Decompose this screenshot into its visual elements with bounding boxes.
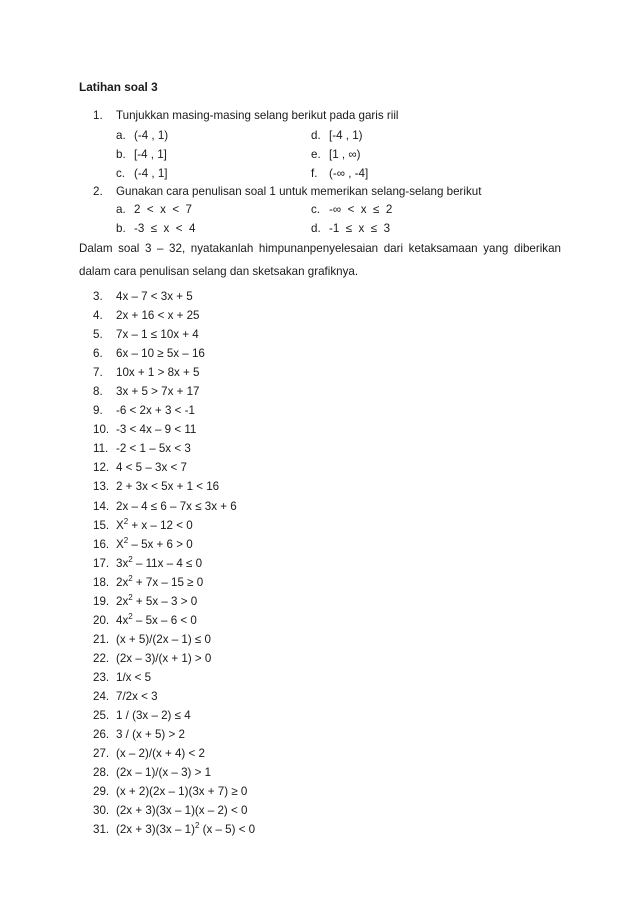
problem-expression: -2 < 1 – 5x < 3 — [116, 442, 191, 456]
problem-expression: (2x – 3)/(x + 1) > 0 — [116, 651, 212, 665]
problem-number: 21. — [93, 632, 110, 646]
item-left — [116, 222, 195, 235]
problem-item — [93, 516, 255, 538]
question-text: Gunakan cara penulisan soal 1 untuk memerikan selang-selang berikut — [116, 185, 482, 198]
problem-item — [93, 500, 255, 519]
problem-number: 8. — [93, 385, 103, 399]
problem-item — [93, 823, 255, 842]
problem-expression-tail: (x – 5) < 0 — [199, 823, 256, 837]
problem-expression: (2x – 1)/(x – 3) > 1 — [116, 766, 212, 780]
item-label: b. — [116, 222, 126, 235]
problem-expression-tail: – 5x – 6 < 0 — [132, 613, 197, 627]
item-label: c. — [311, 203, 321, 216]
problem-item — [93, 611, 255, 633]
item-label: a. — [116, 203, 126, 216]
item-value: [-4 , 1] — [134, 148, 167, 161]
item-left — [116, 203, 192, 216]
problem-item — [93, 728, 255, 747]
problem-item — [93, 652, 255, 671]
problem-item — [93, 442, 255, 461]
problem-item — [93, 573, 255, 595]
problem-expression: 1 / (3x – 2) ≤ 4 — [116, 709, 191, 723]
problem-number: 6. — [93, 347, 103, 361]
problem-expression: 6x – 10 ≥ 5x – 16 — [116, 347, 205, 361]
problem-item — [93, 804, 255, 823]
problem-expression-tail: + 7x – 15 ≥ 0 — [132, 575, 204, 589]
item-right — [311, 222, 390, 235]
problem-item — [93, 633, 255, 652]
problem-number: 5. — [93, 328, 103, 342]
problem-number: 28. — [93, 766, 110, 780]
problem-expression: 4x — [116, 613, 129, 627]
exponent: 2 — [123, 516, 129, 526]
problem-item — [93, 592, 255, 614]
item-left — [116, 148, 167, 161]
item-value: -3 ≤ x < 4 — [134, 222, 196, 235]
problem-number: 22. — [93, 651, 110, 665]
problem-item — [93, 535, 255, 557]
problem-expression: X — [116, 518, 124, 532]
problem-number: 24. — [93, 689, 110, 703]
problem-expression: 3 / (x + 5) > 2 — [116, 728, 185, 742]
item-left — [116, 129, 168, 142]
item-label: b. — [116, 148, 126, 161]
problem-number: 15. — [93, 518, 110, 532]
problem-expression: 7/2x < 3 — [116, 689, 158, 703]
problem-number: 9. — [93, 404, 103, 418]
problem-expression: 2x + 16 < x + 25 — [116, 309, 200, 323]
problem-expression: X — [116, 537, 124, 551]
problem-expression: 2x – 4 ≤ 6 – 7x ≤ 3x + 6 — [116, 499, 237, 513]
problem-number: 12. — [93, 461, 110, 475]
problem-item — [93, 480, 255, 499]
item-right — [311, 203, 392, 216]
problem-expression: 10x + 1 > 8x + 5 — [116, 366, 200, 380]
question-number: 2. — [93, 185, 103, 198]
problem-item — [93, 766, 255, 785]
problem-item — [93, 404, 255, 423]
item-label: d. — [311, 129, 321, 142]
problem-expression: (2x + 3)(3x – 1) — [116, 823, 195, 837]
problem-number: 23. — [93, 670, 110, 684]
item-value: [1 , ∞) — [329, 148, 361, 161]
problem-number: 7. — [93, 366, 103, 380]
problem-item — [93, 709, 255, 728]
problem-expression-tail: – 11x – 4 ≤ 0 — [132, 556, 203, 570]
exercise-title: Latihan soal 3 — [79, 80, 158, 94]
problem-number: 30. — [93, 804, 110, 818]
problem-expression: (x + 5)/(2x – 1) ≤ 0 — [116, 632, 211, 646]
problem-expression-tail: + x – 12 < 0 — [128, 518, 193, 532]
exponent: 2 — [128, 573, 133, 583]
problem-expression: -6 < 2x + 3 < -1 — [116, 404, 195, 418]
problem-list — [93, 290, 255, 842]
exponent: 2 — [128, 592, 133, 602]
problem-item — [93, 785, 255, 804]
problem-number: 31. — [93, 823, 110, 837]
problem-number: 29. — [93, 785, 110, 799]
problem-item — [93, 366, 255, 385]
problem-item — [93, 461, 255, 480]
problem-expression: 2 + 3x < 5x + 1 < 16 — [116, 480, 220, 494]
problem-number: 26. — [93, 728, 110, 742]
problem-number: 17. — [93, 556, 110, 570]
item-label: c. — [116, 167, 126, 180]
item-value: (-∞ , -4] — [329, 167, 369, 180]
item-right — [311, 167, 368, 180]
problem-number: 13. — [93, 480, 110, 494]
problem-expression: 2x — [116, 575, 129, 589]
problem-expression: 3x — [116, 556, 129, 570]
problem-number: 20. — [93, 613, 110, 627]
problem-expression: (2x + 3)(3x – 1)(x – 2) < 0 — [116, 804, 248, 818]
exponent: 2 — [123, 535, 129, 545]
exponent: 2 — [194, 821, 200, 831]
item-label: f. — [311, 167, 318, 180]
problem-number: 25. — [93, 709, 110, 723]
problem-expression: (x – 2)/(x + 4) < 2 — [116, 747, 205, 761]
problem-item — [93, 347, 255, 366]
problem-item — [93, 423, 255, 442]
instruction-paragraph: Dalam soal 3 – 32, nyatakanlah himpunanpenyelesaian dari ketaksamaan yang diberikan dalam cara penulisan selang dan sketsakan grafiknya. — [79, 242, 561, 278]
item-value: (-4 , 1] — [134, 167, 168, 180]
problem-expression-tail: – 5x + 6 > 0 — [128, 537, 193, 551]
problem-expression: 4 < 5 – 3x < 7 — [116, 461, 187, 475]
problem-expression: 3x + 5 > 7x + 17 — [116, 385, 200, 399]
problem-expression: -3 < 4x – 9 < 11 — [116, 423, 197, 437]
item-value: -1 ≤ x ≤ 3 — [329, 222, 391, 235]
problem-expression: (x + 2)(2x – 1)(3x + 7) ≥ 0 — [116, 785, 248, 799]
item-label: e. — [311, 148, 321, 161]
problem-item — [93, 309, 255, 328]
item-right — [311, 129, 363, 142]
problem-number: 10. — [93, 423, 110, 437]
item-value: -∞ < x ≤ 2 — [329, 203, 393, 216]
question-number: 1. — [93, 109, 103, 122]
problem-item — [93, 671, 255, 690]
problem-number: 27. — [93, 747, 110, 761]
problem-expression: 1/x < 5 — [116, 670, 152, 684]
problem-item — [93, 328, 255, 347]
problem-number: 19. — [93, 594, 110, 608]
item-value: [-4 , 1) — [329, 129, 363, 142]
problem-item — [93, 747, 255, 766]
problem-expression: 2x — [116, 594, 129, 608]
problem-number: 4. — [93, 309, 103, 323]
item-value: (-4 , 1) — [134, 129, 169, 142]
question-text: Tunjukkan masing-masing selang berikut pada garis riil — [116, 109, 399, 122]
problem-number: 16. — [93, 537, 110, 551]
problem-item — [93, 290, 255, 309]
problem-expression-tail: + 5x – 3 > 0 — [132, 594, 198, 608]
item-label: a. — [116, 129, 126, 142]
problem-item — [93, 554, 255, 576]
problem-number: 11. — [93, 442, 109, 456]
problem-number: 18. — [93, 575, 110, 589]
item-left — [116, 167, 168, 180]
exponent: 2 — [128, 611, 133, 621]
problem-number: 3. — [93, 290, 103, 303]
item-value: 2 < x < 7 — [134, 203, 193, 216]
problem-number: 14. — [93, 499, 110, 513]
exponent: 2 — [128, 554, 133, 564]
item-right — [311, 148, 360, 161]
item-label: d. — [311, 222, 321, 235]
problem-item — [93, 385, 255, 404]
problem-expression: 4x – 7 < 3x + 5 — [116, 290, 193, 303]
problem-item — [93, 690, 255, 709]
problem-expression: 7x – 1 ≤ 10x + 4 — [116, 328, 199, 342]
